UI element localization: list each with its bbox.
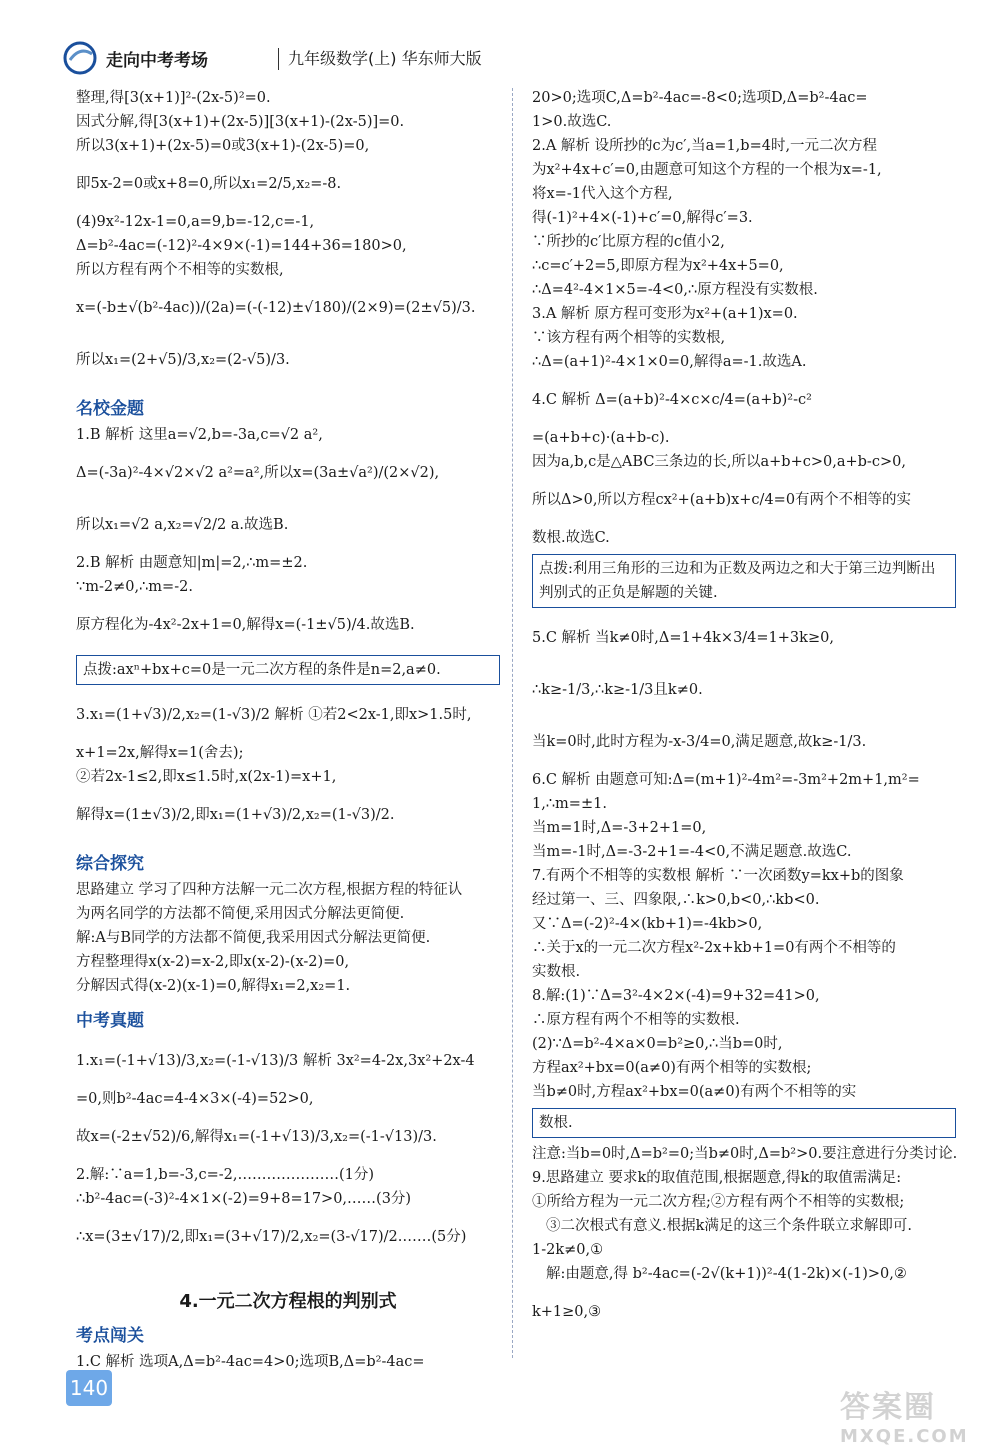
text-line: ∵m-2≠0,∴m=-2. (76, 579, 193, 595)
text-line: 1-2k≠0,① (532, 1242, 604, 1258)
text-line: 所以x₁=(2+√5)/3,x₂=(2-√5)/3. (76, 352, 290, 368)
text-line: 5.C 解析 当k≠0时,Δ=1+4k×3/4=1+3k≥0, (532, 630, 834, 646)
column-divider (512, 88, 513, 1358)
text-line: x=(-b±√(b²-4ac))/(2a)=(-(-12)±√180)/(2×9)=(2±√5)/3. (76, 300, 476, 316)
section-heading: 考点闯关 (76, 1326, 144, 1346)
text-line: 为x²+4x+c′=0,由题意可知这个方程的一个根为x=-1, (532, 162, 882, 178)
page-number: 140 (66, 1370, 112, 1406)
text-line: 整理,得[3(x+1)]²-(2x-5)²=0. (76, 90, 271, 106)
text-line: x+1=2x,解得x=1(舍去); (76, 745, 244, 761)
text-line: ∵所抄的c′比原方程的c值小2, (532, 234, 725, 250)
text-line: 3.A 解析 原方程可变形为x²+(a+1)x=0. (532, 306, 798, 322)
text-line: Δ=b²-4ac=(-12)²-4×9×(-1)=144+36=180>0, (76, 238, 407, 254)
watermark-line1: 答案圈 (840, 1390, 936, 1425)
text-line: 7.有两个不相等的实数根 解析 ∵一次函数y=kx+b的图象 (532, 868, 904, 884)
text-line: 解:由题意,得 b²-4ac=(-2√(k+1))²-4(1-2k)×(-1)>0,② (546, 1266, 907, 1282)
text-line: 所以方程有两个不相等的实数根, (76, 262, 284, 278)
text-line: ②若2x-1≤2,即x≤1.5时,x(2x-1)=x+1, (76, 769, 337, 785)
text-line: 又∵Δ=(-2)²-4×(kb+1)=-4kb>0, (532, 916, 763, 932)
text-line: 方程ax²+bx=0(a≠0)有两个相等的实数根; (532, 1060, 812, 1076)
text-line: 经过第一、三、四象限,∴k>0,b<0,∴kb<0. (532, 892, 820, 908)
text-line: ∴Δ=(a+1)²-4×1×0=0,解得a=-1.故选A. (532, 354, 807, 370)
brand-title: 走向中考考场 (106, 51, 208, 71)
text-line: 1.C 解析 选项A,Δ=b²-4ac=4>0;选项B,Δ=b²-4ac= (76, 1354, 425, 1370)
text-line: =0,则b²-4ac=4-4×3×(-4)=52>0, (76, 1091, 314, 1107)
text-line: 1.x₁=(-1+√13)/3,x₂=(-1-√13)/3 解析 3x²=4-2x,3x²+2x-4 (76, 1053, 475, 1069)
text-line: 为两名同学的方法都不简便,采用因式分解法更简便. (76, 906, 405, 922)
logo-icon (62, 40, 98, 76)
text-line: 2.A 解析 设所抄的c为c′,当a=1,b=4时,一元二次方程 (532, 138, 878, 154)
text-line: ∴原方程有两个不相等的实数根. (532, 1012, 740, 1028)
text-line: ∴x=(3±√17)/2,即x₁=(3+√17)/2,x₂=(3-√17)/2.……(5分) (76, 1229, 467, 1245)
text-line: 方程整理得x(x-2)=x-2,即x(x-2)-(x-2)=0, (76, 954, 350, 970)
text-line: ∵该方程有两个相等的实数根, (532, 330, 726, 346)
text-line: 注意:当b=0时,Δ=b²=0;当b≠0时,Δ=b²>0.要注意进行分类讨论. (532, 1146, 958, 1162)
text-line: 2.B 解析 由题意知|m|=2,∴m=±2. (76, 555, 308, 571)
text-line: 所以3(x+1)+(2x-5)=0或3(x+1)-(2x-5)=0, (76, 138, 370, 154)
text-line: k+1≥0,③ (532, 1304, 602, 1320)
text-line: ①所给方程为一元二次方程;②方程有两个不相等的实数根; (532, 1194, 905, 1210)
text-line: 当m=1时,Δ=-3+2+1=0, (532, 820, 707, 836)
text-line: =(a+b+c)·(a+b-c). (532, 430, 670, 446)
text-line: 9.思路建立 要求k的取值范围,根据题意,得k的取值需满足: (532, 1170, 902, 1186)
warning-box (532, 1108, 956, 1138)
text-line: (4)9x²-12x-1=0,a=9,b=-12,c=-1, (76, 214, 315, 230)
text-line: 1.B 解析 这里a=√2,b=-3a,c=√2 a², (76, 427, 323, 443)
text-line: 分解因式得(x-2)(x-1)=0,解得x₁=2,x₂=1. (76, 978, 351, 994)
text-line: 思路建立 学习了四种方法解一元二次方程,根据方程的特征认 (76, 882, 463, 898)
text-line: 数根.故选C. (532, 530, 610, 546)
warning-text: 数根. (539, 1115, 573, 1131)
text-line: 2.解:∵a=1,b=-3,c=-2,…………………(1分) (76, 1167, 375, 1183)
text-line: 将x=-1代入这个方程, (532, 186, 673, 202)
tip-box (532, 554, 956, 608)
text-line: ∴c=c′+2=5,即原方程为x²+4x+5=0, (532, 258, 784, 274)
chapter-title: 4.一元二次方程根的判别式 (179, 1291, 397, 1312)
text-line: 当m=-1时,Δ=-3-2+1=-4<0,不满足题意.故选C. (532, 844, 852, 860)
tip-box (76, 655, 500, 685)
text-line: 当k=0时,此时方程为-x-3/4=0,满足题意,故k≥-1/3. (532, 734, 867, 750)
text-line: 因式分解,得[3(x+1)+(2x-5)][3(x+1)-(2x-5)]=0. (76, 114, 405, 130)
right-column (532, 86, 956, 1338)
book-subtitle: 九年级数学(上) 华东师大版 (288, 49, 482, 68)
text-line: Δ=(-3a)²-4×√2×√2 a²=a²,所以x=(3a±√a²)/(2×√2), (76, 465, 440, 481)
text-line: 因为a,b,c是△ABC三条边的长,所以a+b+c>0,a+b-c>0, (532, 454, 906, 470)
text-line: 得(-1)²+4×(-1)+c′=0,解得c′=3. (532, 210, 753, 226)
text-line: 即5x-2=0或x+8=0,所以x₁=2/5,x₂=-8. (76, 176, 342, 192)
text-line: 原方程化为-4x²-2x+1=0,解得x=(-1±√5)/4.故选B. (76, 617, 415, 633)
text-line: (2)∵Δ=b²-4×a×0=b²≥0,∴当b=0时, (532, 1036, 783, 1052)
watermark (840, 1382, 969, 1447)
section-heading: 综合探究 (76, 854, 144, 874)
left-column (76, 86, 500, 1374)
text-line: 故x=(-2±√52)/6,解得x₁=(-1+√13)/3,x₂=(-1-√13)/3. (76, 1129, 437, 1145)
text-line: 1,∴m=±1. (532, 796, 607, 812)
header (62, 36, 962, 80)
text-line: ∴Δ=4²-4×1×5=-4<0,∴原方程没有实数根. (532, 282, 818, 298)
text-line: 所以Δ>0,所以方程cx²+(a+b)x+c/4=0有两个不相等的实 (532, 492, 912, 508)
header-separator (278, 48, 279, 70)
text-line: ∴关于x的一元二次方程x²-2x+kb+1=0有两个不相等的 (532, 940, 896, 956)
text-line: 3.x₁=(1+√3)/2,x₂=(1-√3)/2 解析 ①若2<2x-1,即x>1.5时, (76, 707, 472, 723)
text-line: ∴b²-4ac=(-3)²-4×1×(-2)=9+8=17>0,……(3分) (76, 1191, 412, 1207)
text-line: 8.解:(1)∵Δ=3²-4×2×(-4)=9+32=41>0, (532, 988, 820, 1004)
section-heading: 中考真题 (76, 1011, 144, 1031)
watermark-line2: MXQE.COM (840, 1426, 969, 1447)
text-line: 6.C 解析 由题意可知:Δ=(m+1)²-4m²=-3m²+2m+1,m²= (532, 772, 920, 788)
text-line: 所以x₁=√2 a,x₂=√2/2 a.故选B. (76, 517, 289, 533)
text-line: 1>0.故选C. (532, 114, 612, 130)
text-line: 解:A与B同学的方法都不简便,我采用因式分解法更简便. (76, 930, 431, 946)
text-line: ∴k≥-1/3,∴k≥-1/3且k≠0. (532, 682, 703, 698)
text-line: 实数根. (532, 964, 581, 980)
section-heading: 名校金题 (76, 399, 144, 419)
text-line: 4.C 解析 Δ=(a+b)²-4×c×c/4=(a+b)²-c² (532, 392, 812, 408)
text-line: 解得x=(1±√3)/2,即x₁=(1+√3)/2,x₂=(1-√3)/2. (76, 807, 395, 823)
text-line: 20>0;选项C,Δ=b²-4ac=-8<0;选项D,Δ=b²-4ac= (532, 90, 868, 106)
tip-text: 点拨:利用三角形的三边和为正数及两边之和大于第三边判断出判别式的正负是解题的关键. (539, 561, 936, 601)
text-line: ③二次根式有意义.根据k满足的这三个条件联立求解即可. (546, 1218, 913, 1234)
tip-text: 点拨:axⁿ+bx+c=0是一元二次方程的条件是n=2,a≠0. (83, 662, 441, 678)
text-line: 当b≠0时,方程ax²+bx=0(a≠0)有两个不相等的实 (532, 1084, 857, 1100)
